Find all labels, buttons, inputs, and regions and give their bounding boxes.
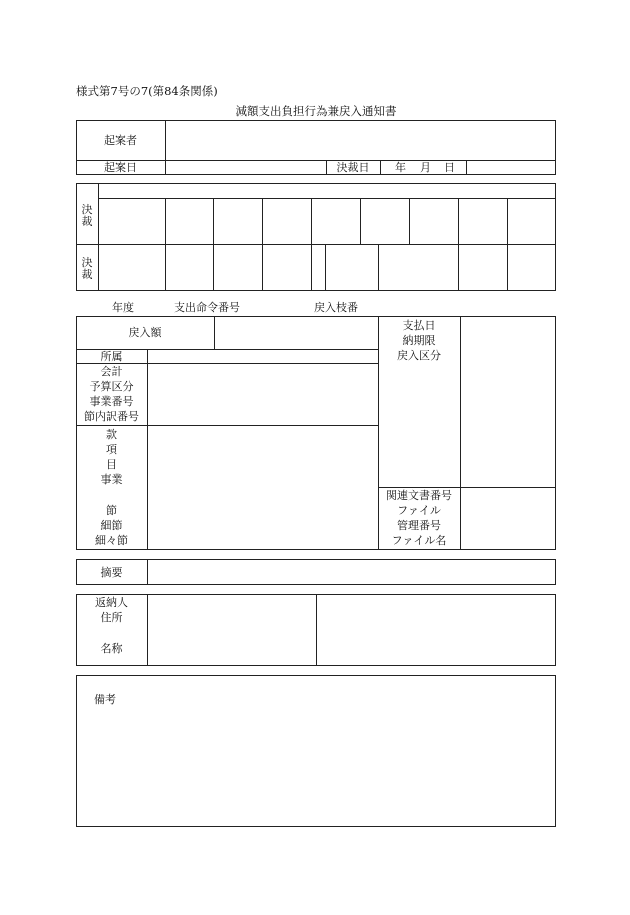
tekiyo-label: 摘要: [100, 566, 123, 579]
noukigen-label: 納期限: [402, 334, 436, 347]
nendo-label: 年度: [112, 301, 134, 314]
kanren-bunsho-label: 関連文書番号: [386, 489, 452, 502]
shiharaibi-label: 支払日: [402, 319, 436, 332]
henno-nin-label: 返納人: [95, 596, 128, 609]
file-label: ファイル: [397, 504, 441, 517]
kan-label: 款: [106, 428, 117, 441]
approval-label-1a: 決: [81, 203, 93, 216]
kianbi-label: 起案日: [104, 161, 137, 174]
jigyo-bango-label: 事業番号: [89, 395, 134, 408]
reinyu-gaku-value[interactable]: [215, 317, 377, 348]
meisho-label: 名称: [100, 642, 123, 655]
kanri-bango-label: 管理番号: [397, 519, 441, 532]
approval-table: [76, 183, 556, 291]
reinyu-edaban-label: 戻入枝番: [314, 301, 358, 314]
henno-value-left[interactable]: [148, 595, 315, 665]
main-table: [76, 316, 556, 550]
approval-label-2b: 裁: [81, 268, 93, 281]
biko-label: 備考: [94, 693, 116, 706]
yosan-kubun-label: 予算区分: [89, 380, 134, 393]
moku-label: 目: [106, 458, 117, 471]
ko-label: 項: [106, 443, 117, 456]
kianbi-value[interactable]: [166, 161, 326, 174]
saisetsu-label: 細節: [100, 519, 123, 532]
jigyo-label: 事業: [100, 473, 123, 486]
document-title: 減額支出負担行為兼戻入通知書: [235, 104, 397, 118]
setsu-uchiwake-label: 節内訳番号: [84, 410, 139, 423]
reinyu-kubun-label: 戻入区分: [397, 349, 441, 362]
shishutsu-meirei-label: 支出命令番号: [174, 301, 240, 314]
date-day-label: 日: [444, 161, 455, 174]
date-month-label: 月: [420, 161, 431, 174]
kaikei-label: 会計: [100, 365, 123, 378]
shozoku-label: 所属: [100, 350, 123, 363]
henno-value-right[interactable]: [317, 595, 555, 665]
approval-label-2a: 決: [81, 256, 93, 269]
reinyu-gaku-label: 戻入額: [128, 326, 162, 339]
file-mei-label: ファイル名: [391, 534, 447, 547]
date-year-label: 年: [395, 161, 406, 174]
biko-value[interactable]: [77, 712, 555, 826]
jusho-label: 住所: [100, 611, 123, 624]
approval-label-1b: 裁: [81, 215, 93, 228]
setsu-label: 節: [106, 504, 117, 517]
saisaisetsu-label: 細々節: [95, 534, 128, 547]
kianshya-label: 起案者: [104, 134, 137, 147]
tekiyo-value[interactable]: [148, 560, 555, 584]
form-number: 様式第7号の7(第84条関係): [76, 84, 218, 98]
kessaibi-label: 決裁日: [336, 161, 370, 174]
